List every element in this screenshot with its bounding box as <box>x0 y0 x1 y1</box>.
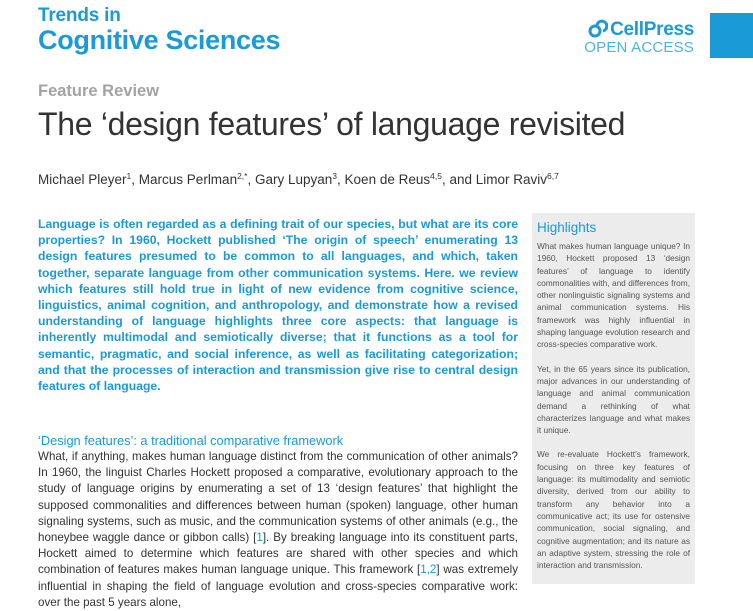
journal-title <box>38 6 280 54</box>
highlights-title: Highlights <box>537 220 597 235</box>
citation-link[interactable]: 1,2 <box>420 563 437 577</box>
highlights-paragraph: What makes human language unique? In 1960, Hockett proposed 13 ‘design features’ of language to identify commonalities with, and differences from, other nonlinguistic signaling systems and animal communication systems. His framework was highly influential in shaping language evolution research and cross-species comparative work. <box>537 241 690 350</box>
cellpress-logo-icon <box>588 19 608 39</box>
author-name: Marcus Perlman <box>138 172 238 187</box>
open-access-label: OPEN ACCESS <box>584 39 694 56</box>
abstract: Language is often regarded as a defining trait of our species, but what are its core properties? In 1960, Hockett published ‘The origin of speech’ enumerating 13 design features presumed to be common to all languages, and which, taken together, separate language from other communication systems. Here. we review which features still hold true in light of new evidence from cognitive science, linguistics, animal cognition, and anthropology, and demonstrate how a revised understanding of language highlights three core aspects: that language is inherently multimodal and semiotically diverse; that it functions as a tool for semantic, pragmatic, and social inference, as well as facilitating categorization; and that the processes of interaction and transmission give rise to central design features of language. <box>38 217 518 394</box>
highlights-paragraph: We re-evaluate Hockett’s framework, focusing on three key features of language: its multimodality and semiotic diversity, derived from our ability to transform any behavior into a communicative act; its use for ostensive communication, social signaling, and cognitive augmentation; and its nature as an adaptive system, stressing the role of interaction and transmission. <box>537 449 690 571</box>
body-text-part: What, if anything, makes human language distinct from the communication of other animals? In 1960, the linguist Charles Hockett proposed a comparative, evolutionary approach to the study of language origins by enumerating a set of 13 ‘design features’ that highlight the supposed commonalities and differences between human (spoken) language, other human signaling systems, such as music, and the communication systems of other animals (e.g., the honeybee waggle dance or gibbon calls) [ <box>38 450 518 545</box>
journal-title-line2: Cognitive Sciences <box>38 25 281 55</box>
author-name: Gary Lupyan <box>255 172 333 187</box>
author-affiliation: 2,* <box>237 171 248 181</box>
author-list <box>38 172 559 187</box>
author-separator: , and <box>441 172 476 187</box>
author-separator: , <box>247 172 255 187</box>
author-name: Koen de Reus <box>344 172 431 187</box>
body-paragraph <box>38 449 518 611</box>
author-separator: , <box>131 172 139 187</box>
author-separator: , <box>337 172 345 187</box>
author-name: Michael Pleyer <box>38 172 127 187</box>
author-affiliation: 3 <box>332 171 338 181</box>
highlights-box <box>532 213 695 584</box>
highlights-paragraph: Yet, in the 65 years since its publication, major advances in our understanding of language and animal communication demand a rethinking of what characterizes language and what makes it unique. <box>537 363 690 436</box>
publisher-logo <box>584 19 694 55</box>
article-title: The ‘design features’ of language revisited <box>38 106 626 142</box>
body-text-part: ]. By breaking language into its constituent parts, Hockett aimed to determine which features are shared with other species and which combination of features makes human language unique. This framework [ <box>38 531 518 577</box>
journal-title-line1: Trends in <box>38 5 121 26</box>
body-text-part: ] was extremely influential in shaping the field of language evolution and cross-species comparative work: over the past 5 years alone, <box>38 563 518 609</box>
citation-link[interactable]: 1 <box>256 531 263 545</box>
section-heading: ‘Design features’: a traditional comparative framework <box>38 433 344 448</box>
article-type: Feature Review <box>38 82 160 100</box>
author-affiliation: 1 <box>126 171 132 181</box>
author-name: Limor Raviv <box>475 172 547 187</box>
publisher-name: CellPress <box>610 18 694 40</box>
author-affiliation: 4,5 <box>430 171 442 181</box>
corner-color-block <box>710 13 753 58</box>
author-affiliation: 6,7 <box>546 171 559 181</box>
